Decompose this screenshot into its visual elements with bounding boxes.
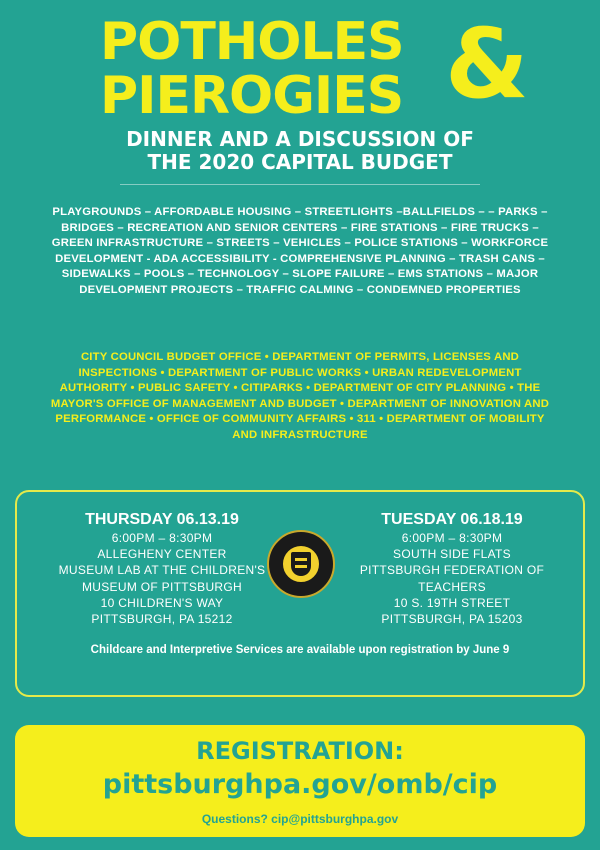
title-ampersand: & bbox=[445, 8, 529, 120]
event-address: 10 CHILDREN'S WAY bbox=[100, 595, 224, 610]
event-tuesday bbox=[332, 510, 572, 627]
event-venue: ALLEGHENY CENTER bbox=[97, 547, 227, 562]
event-thursday bbox=[42, 510, 282, 627]
event-venue-line: TEACHERS bbox=[418, 579, 486, 594]
questions-email[interactable]: Questions? cip@pittsburghpa.gov bbox=[201, 812, 399, 826]
seal-inner bbox=[281, 544, 321, 584]
event-venue-line: PITTSBURGH FEDERATION OF bbox=[359, 563, 545, 578]
event-day: TUESDAY 06.18.19 bbox=[381, 511, 523, 528]
event-time: 6:00PM – 8:30PM bbox=[401, 531, 503, 545]
seal-shield-icon bbox=[291, 552, 311, 576]
title-line-2: PIEROGIES bbox=[100, 66, 404, 126]
divider bbox=[120, 184, 480, 185]
departments-list: CITY COUNCIL BUDGET OFFICE • DEPARTMENT OF PERMITS, LICENSES AND INSPECTIONS • DEPARTMENT OF PUBLIC WORKS • URBAN REDEVELOPMENT AUTHORITY • PUBLIC SAFETY • CITIPARKS • DEPARTMENT OF CITY PLANNING • THE MAYOR'S OFFICE OF MANAGEMENT AND BUDGET • DEPARTMENT OF INNOVATION AND PERFORMANCE • OFFICE OF COMMUNITY AFFAIRS • 311 • DEPARTMENT OF MOBILITY AND INFRASTRUCTURE bbox=[50, 351, 550, 441]
event-city: PITTSBURGH, PA 15203 bbox=[381, 612, 523, 627]
registration-link[interactable]: pittsburghpa.gov/omb/cip bbox=[102, 769, 498, 800]
subtitle bbox=[0, 128, 600, 174]
event-venue-line: MUSEUM LAB AT THE CHILDREN'S bbox=[58, 563, 266, 578]
city-seal-icon bbox=[267, 530, 335, 598]
event-time: 6:00PM – 8:30PM bbox=[111, 531, 213, 545]
registration-box bbox=[15, 725, 585, 837]
event-day: THURSDAY 06.13.19 bbox=[85, 511, 239, 528]
subtitle-line-1: DINNER AND A DISCUSSION OF bbox=[126, 127, 474, 151]
title-line-1: POTHOLES bbox=[100, 12, 404, 72]
event-venue: SOUTH SIDE FLATS bbox=[393, 547, 511, 562]
registration-title: REGISTRATION: bbox=[196, 737, 404, 765]
event-city: PITTSBURGH, PA 15212 bbox=[91, 612, 233, 627]
subtitle-line-2: THE 2020 CAPITAL BUDGET bbox=[147, 150, 453, 174]
projects-list: PLAYGROUNDS – AFFORDABLE HOUSING – STREETLIGHTS –BALLFIELDS – – PARKS – BRIDGES – RECREATION AND SENIOR CENTERS – FIRE STATIONS – FIRE TRUCKS – GREEN INFRASTRUCTURE – STREETS – VEHICLES – POLICE STATIONS – WORKFORCE DEVELOPMENT - ADA ACCESSIBILITY - COMPREHENSIVE PLANNING – TRASH CANS – SIDEWALKS – POOLS – TECHNOLOGY – SLOPE FAILURE – EMS STATIONS – MAJOR DEVELOPMENT PROJECTS – TRAFFIC CALMING – CONDEMNED PROPERTIES bbox=[51, 206, 549, 296]
event-address: 10 S. 19TH STREET bbox=[393, 595, 511, 610]
event-venue-line: MUSEUM OF PITTSBURGH bbox=[81, 579, 242, 594]
events-box bbox=[15, 490, 585, 697]
childcare-notice: Childcare and Interpretive Services are available upon registration by June 9 bbox=[90, 644, 510, 656]
title-block bbox=[0, 0, 600, 128]
